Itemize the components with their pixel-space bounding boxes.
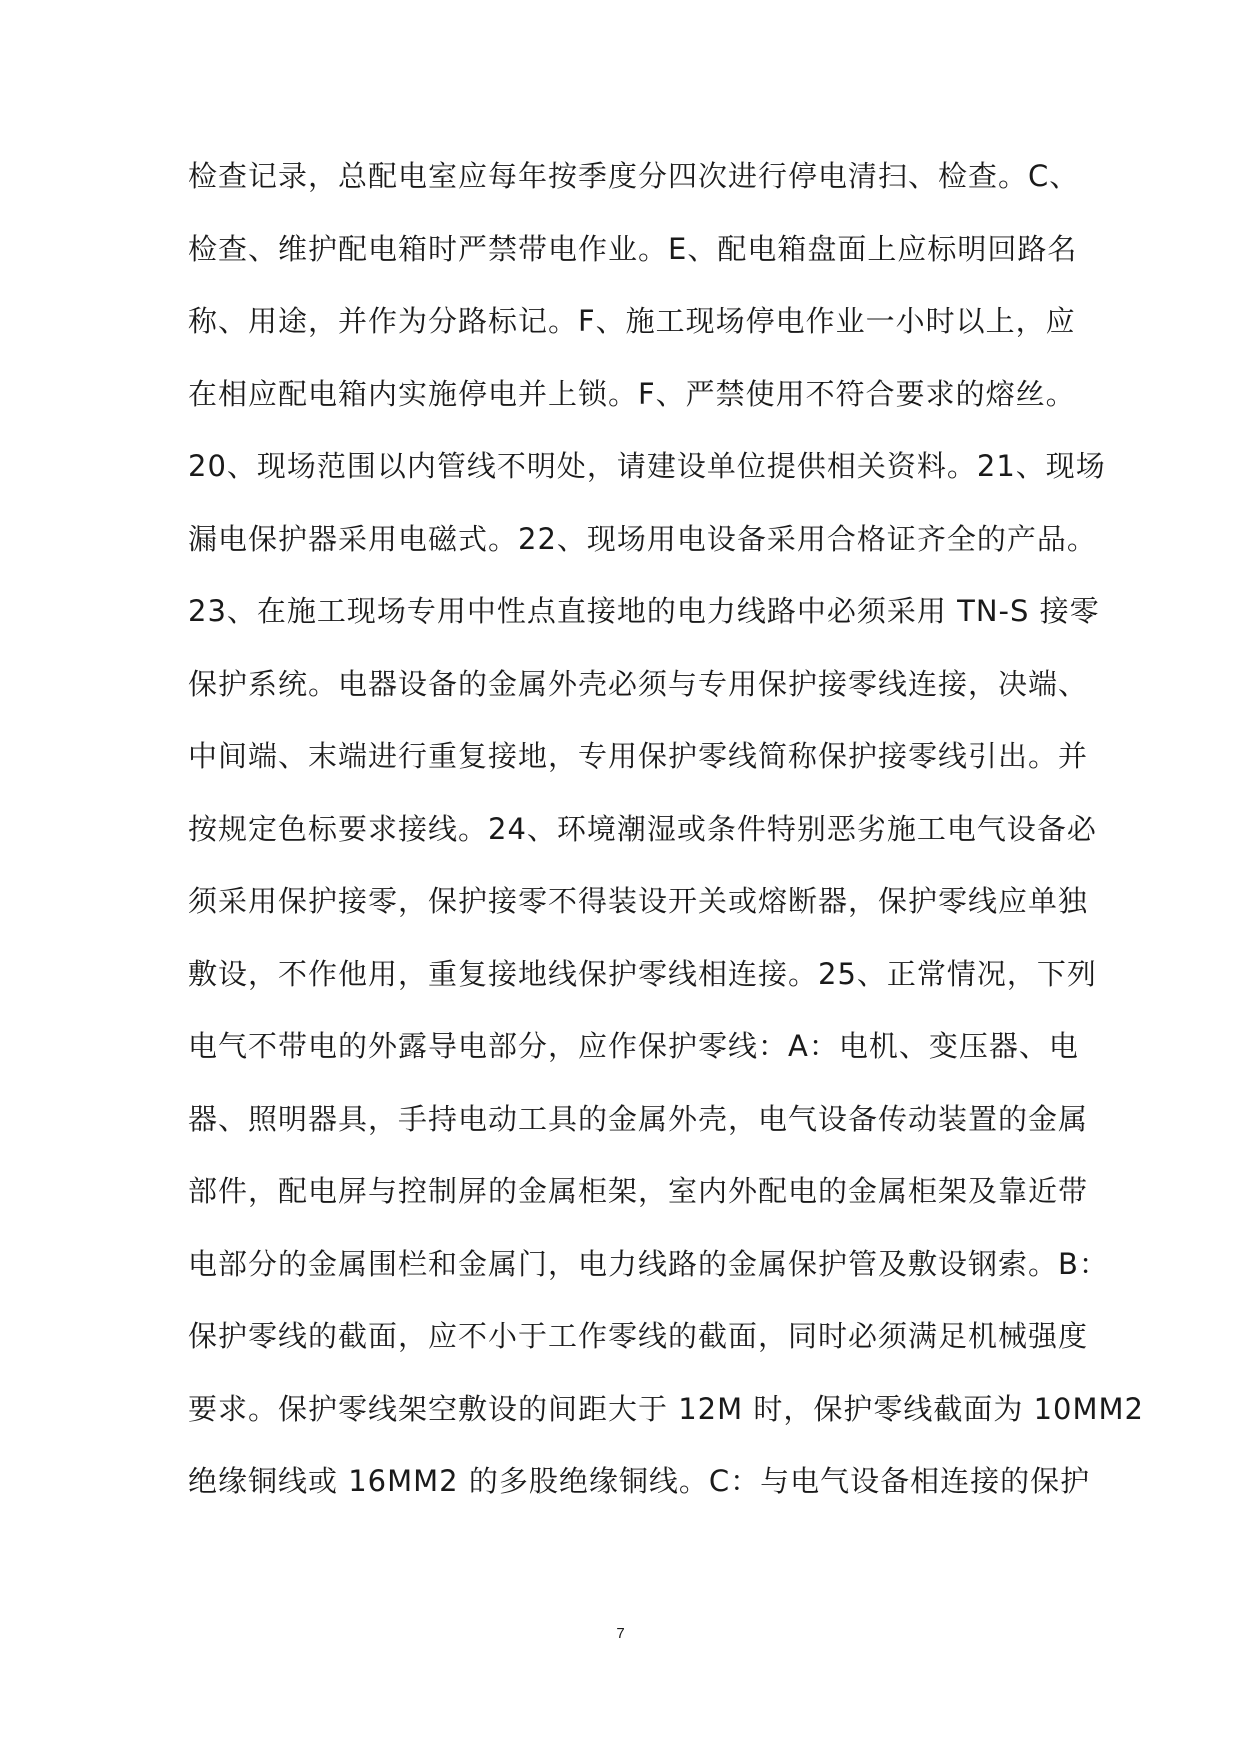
text-line-16: 电部分的金属围栏和金属门，电力线路的金属保护管及敷设钢索。B：	[188, 1246, 1109, 1281]
body-text	[188, 140, 1144, 1518]
text-line-13: 电气不带电的外露导电部分，应作保护零线：A：电机、变压器、电	[188, 1029, 1079, 1063]
text-line-3: 称、用途，并作为分路标记。F、施工现场停电作业一小时以上，应	[188, 304, 1076, 338]
text-line-4: 在相应配电箱内实施停电并上锁。F、严禁使用不符合要求的熔丝。	[188, 376, 1076, 411]
text-line-8: 保护系统。电器设备的金属外壳必须与专用保护接零线连接，决端、	[188, 666, 1089, 701]
text-line-17: 保护零线的截面，应不小于工作零线的截面，同时必须满足机械强度	[188, 1319, 1089, 1353]
page-number: 7	[616, 1625, 625, 1642]
text-line-5: 20、现场范围以内管线不明处，请建设单位提供相关资料。21、现场	[188, 449, 1106, 483]
text-line-2: 检查、维护配电箱时严禁带电作业。E、配电箱盘面上应标明回路名	[188, 231, 1078, 266]
text-line-18: 要求。保护零线架空敷设的间距大于 12M 时，保护零线截面为 10MM2	[188, 1391, 1144, 1426]
text-line-12: 敷设，不作他用，重复接地线保护零线相连接。25、正常情况，下列	[188, 956, 1097, 991]
text-line-19: 绝缘铜线或 16MM2 的多股绝缘铜线。C：与电气设备相连接的保护	[188, 1464, 1091, 1498]
text-line-14: 器、照明器具，手持电动工具的金属外壳，电气设备传动装置的金属	[188, 1101, 1089, 1136]
text-line-11: 须采用保护接零，保护接零不得装设开关或熔断器，保护零线应单独	[188, 884, 1089, 918]
text-line-1: 检查记录，总配电室应每年按季度分四次进行停电清扫、检查。C、	[188, 159, 1080, 193]
text-line-7: 23、在施工现场专用中性点直接地的电力线路中必须采用 TN-S 接零	[188, 594, 1100, 628]
text-line-10: 按规定色标要求接线。24、环境潮湿或条件特别恶劣施工电气设备必	[188, 811, 1097, 846]
text-line-6: 漏电保护器采用电磁式。22、现场用电设备采用合格证齐全的产品。	[188, 521, 1097, 556]
text-line-15: 部件，配电屏与控制屏的金属柜架，室内外配电的金属柜架及靠近带	[188, 1174, 1089, 1208]
text-line-9: 中间端、末端进行重复接地，专用保护零线简称保护接零线引出。并	[188, 739, 1089, 773]
